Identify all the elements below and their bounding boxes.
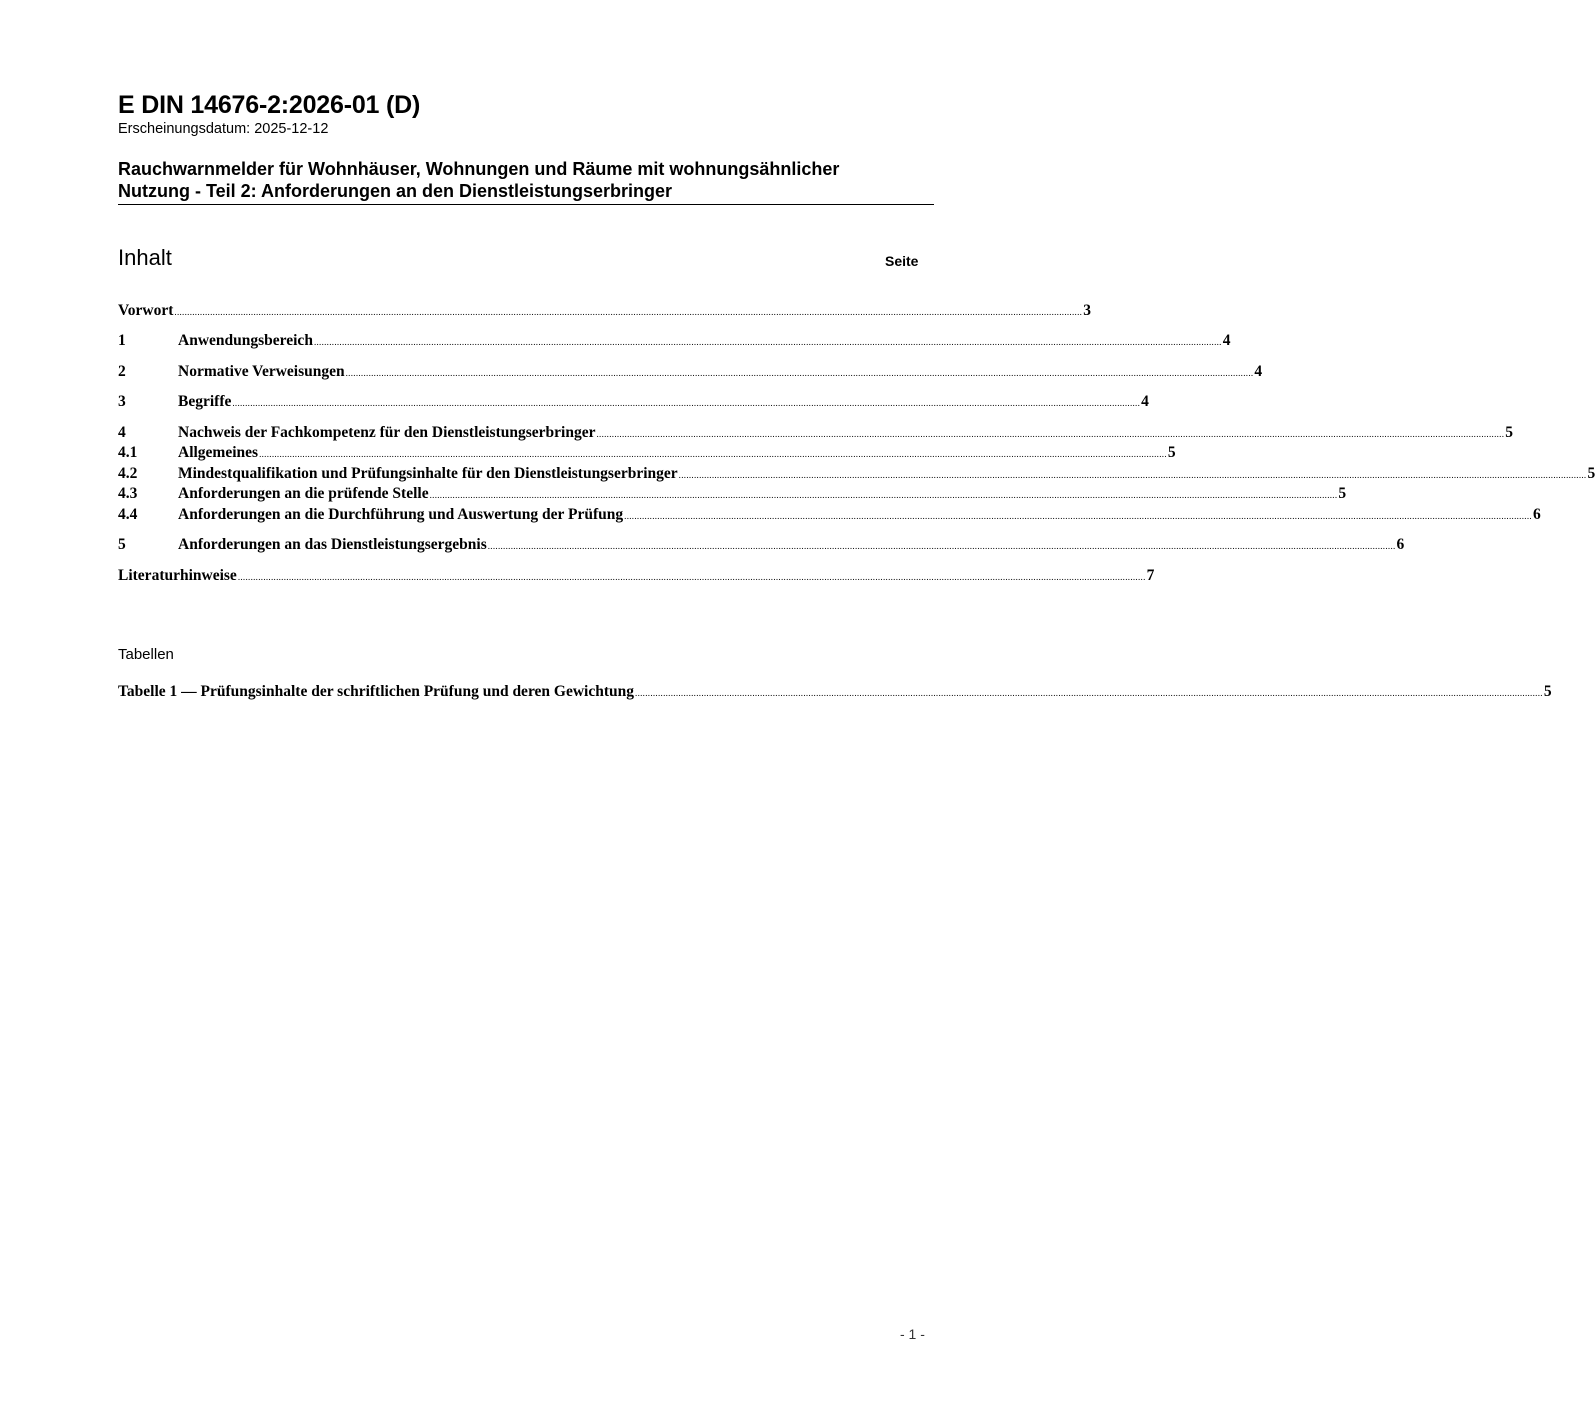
- toc-leader-dots: ....................................................................................................................................................................................................................................................................................................................................................................: [596, 429, 1505, 439]
- toc-entry-page: 6: [1396, 536, 1405, 553]
- table-entry-1[interactable]: [118, 683, 1552, 703]
- toc-entry-page: 4: [1141, 393, 1149, 410]
- toc-entry-text: Vorwort: [118, 302, 174, 319]
- toc-entry-number: 4.4: [118, 506, 138, 523]
- toc-leader-dots: ....................................................................................................................................................................................................................................................................................................................................................................: [487, 541, 1396, 551]
- page-column-label: Seite: [885, 253, 919, 269]
- toc-entry-text: Anwendungsbereich: [178, 332, 313, 349]
- toc-entry-page: 4: [1222, 332, 1231, 349]
- toc-entry-text: Begriffe: [178, 393, 232, 410]
- toc-leader-dots: ....................................................................................................................................................................................................................................................................................................................................................................: [345, 368, 1254, 378]
- toc-entry-number: 1: [118, 332, 126, 349]
- toc-heading: Inhalt: [118, 245, 172, 270]
- toc-entry-1[interactable]: [118, 332, 1231, 352]
- toc-leader-dots: ....................................................................................................................................................................................................................................................................................................................................................................: [624, 511, 1532, 521]
- toc-entry-2[interactable]: [118, 363, 1263, 383]
- toc-entry-4[interactable]: [118, 424, 1514, 444]
- toc-entry-number: 5: [118, 536, 126, 553]
- toc-entry-text: Anforderungen an das Dienstleistungsergebnis: [178, 536, 487, 553]
- toc-entry-text: Normative Verweisungen: [178, 363, 345, 380]
- toc-entry-literaturhinweise[interactable]: [118, 567, 1155, 587]
- toc-leader-dots: ....................................................................................................................................................................................................................................................................................................................................................................: [232, 398, 1141, 408]
- toc-entry-number: 4.2: [118, 465, 138, 482]
- title-line-1: Rauchwarnmelder für Wohnhäuser, Wohnungen und Räume mit wohnungsähnlicher: [118, 159, 840, 179]
- toc-entry-4-1[interactable]: [118, 444, 1176, 464]
- toc-entry-4-2[interactable]: [118, 465, 1595, 485]
- toc-entry-page: 3: [1083, 302, 1091, 319]
- toc-entry-page: 5: [1167, 444, 1176, 461]
- toc-entry-5[interactable]: [118, 536, 1405, 556]
- toc-entry-text: Anforderungen an die Durchführung und Auswertung der Prüfung: [178, 506, 624, 523]
- toc-entry-page: 5: [1505, 424, 1514, 441]
- toc-entry-number: 4.1: [118, 444, 138, 461]
- document-title: [118, 158, 934, 205]
- toc-entry-text: Nachweis der Fachkompetenz für den Dienstleistungserbringer: [178, 424, 596, 441]
- toc-entry-text: Anforderungen an die prüfende Stelle: [178, 485, 429, 502]
- toc-leader-dots: ....................................................................................................................................................................................................................................................................................................................................................................: [237, 572, 1146, 582]
- table-entry-text: Tabelle 1 — Prüfungsinhalte der schriftlichen Prüfung und deren Gewichtung: [118, 683, 635, 700]
- toc-entry-page: 4: [1254, 363, 1263, 380]
- toc-leader-dots: ....................................................................................................................................................................................................................................................................................................................................................................: [635, 688, 1543, 698]
- toc-entry-number: 2: [118, 363, 126, 380]
- toc-entry-3[interactable]: [118, 393, 1149, 413]
- toc-entry-number: 4: [118, 424, 126, 441]
- toc-entry-page: 7: [1146, 567, 1155, 584]
- tables-heading: Tabellen: [118, 646, 174, 663]
- toc-entry-number: 3: [118, 393, 126, 410]
- toc-entry-text: Allgemeines: [178, 444, 259, 461]
- title-line-2: Nutzung - Teil 2: Anforderungen an den Dienstleistungserbringer: [118, 181, 673, 201]
- publication-date: Erscheinungsdatum: 2025-12-12: [118, 121, 329, 137]
- toc-leader-dots: ....................................................................................................................................................................................................................................................................................................................................................................: [313, 337, 1222, 347]
- toc-leader-dots: ....................................................................................................................................................................................................................................................................................................................................................................: [678, 470, 1587, 480]
- toc-entry-page: 5: [1587, 465, 1595, 482]
- table-entry-page: 5: [1543, 683, 1552, 700]
- toc-entry-page: 6: [1532, 506, 1541, 523]
- toc-leader-dots: ....................................................................................................................................................................................................................................................................................................................................................................: [429, 490, 1338, 500]
- toc-entry-4-3[interactable]: [118, 485, 1347, 505]
- toc-leader-dots: ....................................................................................................................................................................................................................................................................................................................................................................: [259, 449, 1167, 459]
- document-id: E DIN 14676-2:2026-01 (D): [118, 91, 421, 119]
- toc-entry-text: Literaturhinweise: [118, 567, 237, 584]
- toc-entry-number: 4.3: [118, 485, 138, 502]
- toc-entry-page: 5: [1338, 485, 1347, 502]
- toc-entry-text: Mindestqualifikation und Prüfungsinhalte für den Dienstleistungserbringer: [178, 465, 678, 482]
- toc-entry-4-4[interactable]: [118, 506, 1541, 526]
- toc-leader-dots: ....................................................................................................................................................................................................................................................................................................................................................................: [174, 307, 1083, 317]
- page-number: - 1 -: [900, 1326, 925, 1342]
- toc-entry-vorwort[interactable]: [118, 302, 1091, 322]
